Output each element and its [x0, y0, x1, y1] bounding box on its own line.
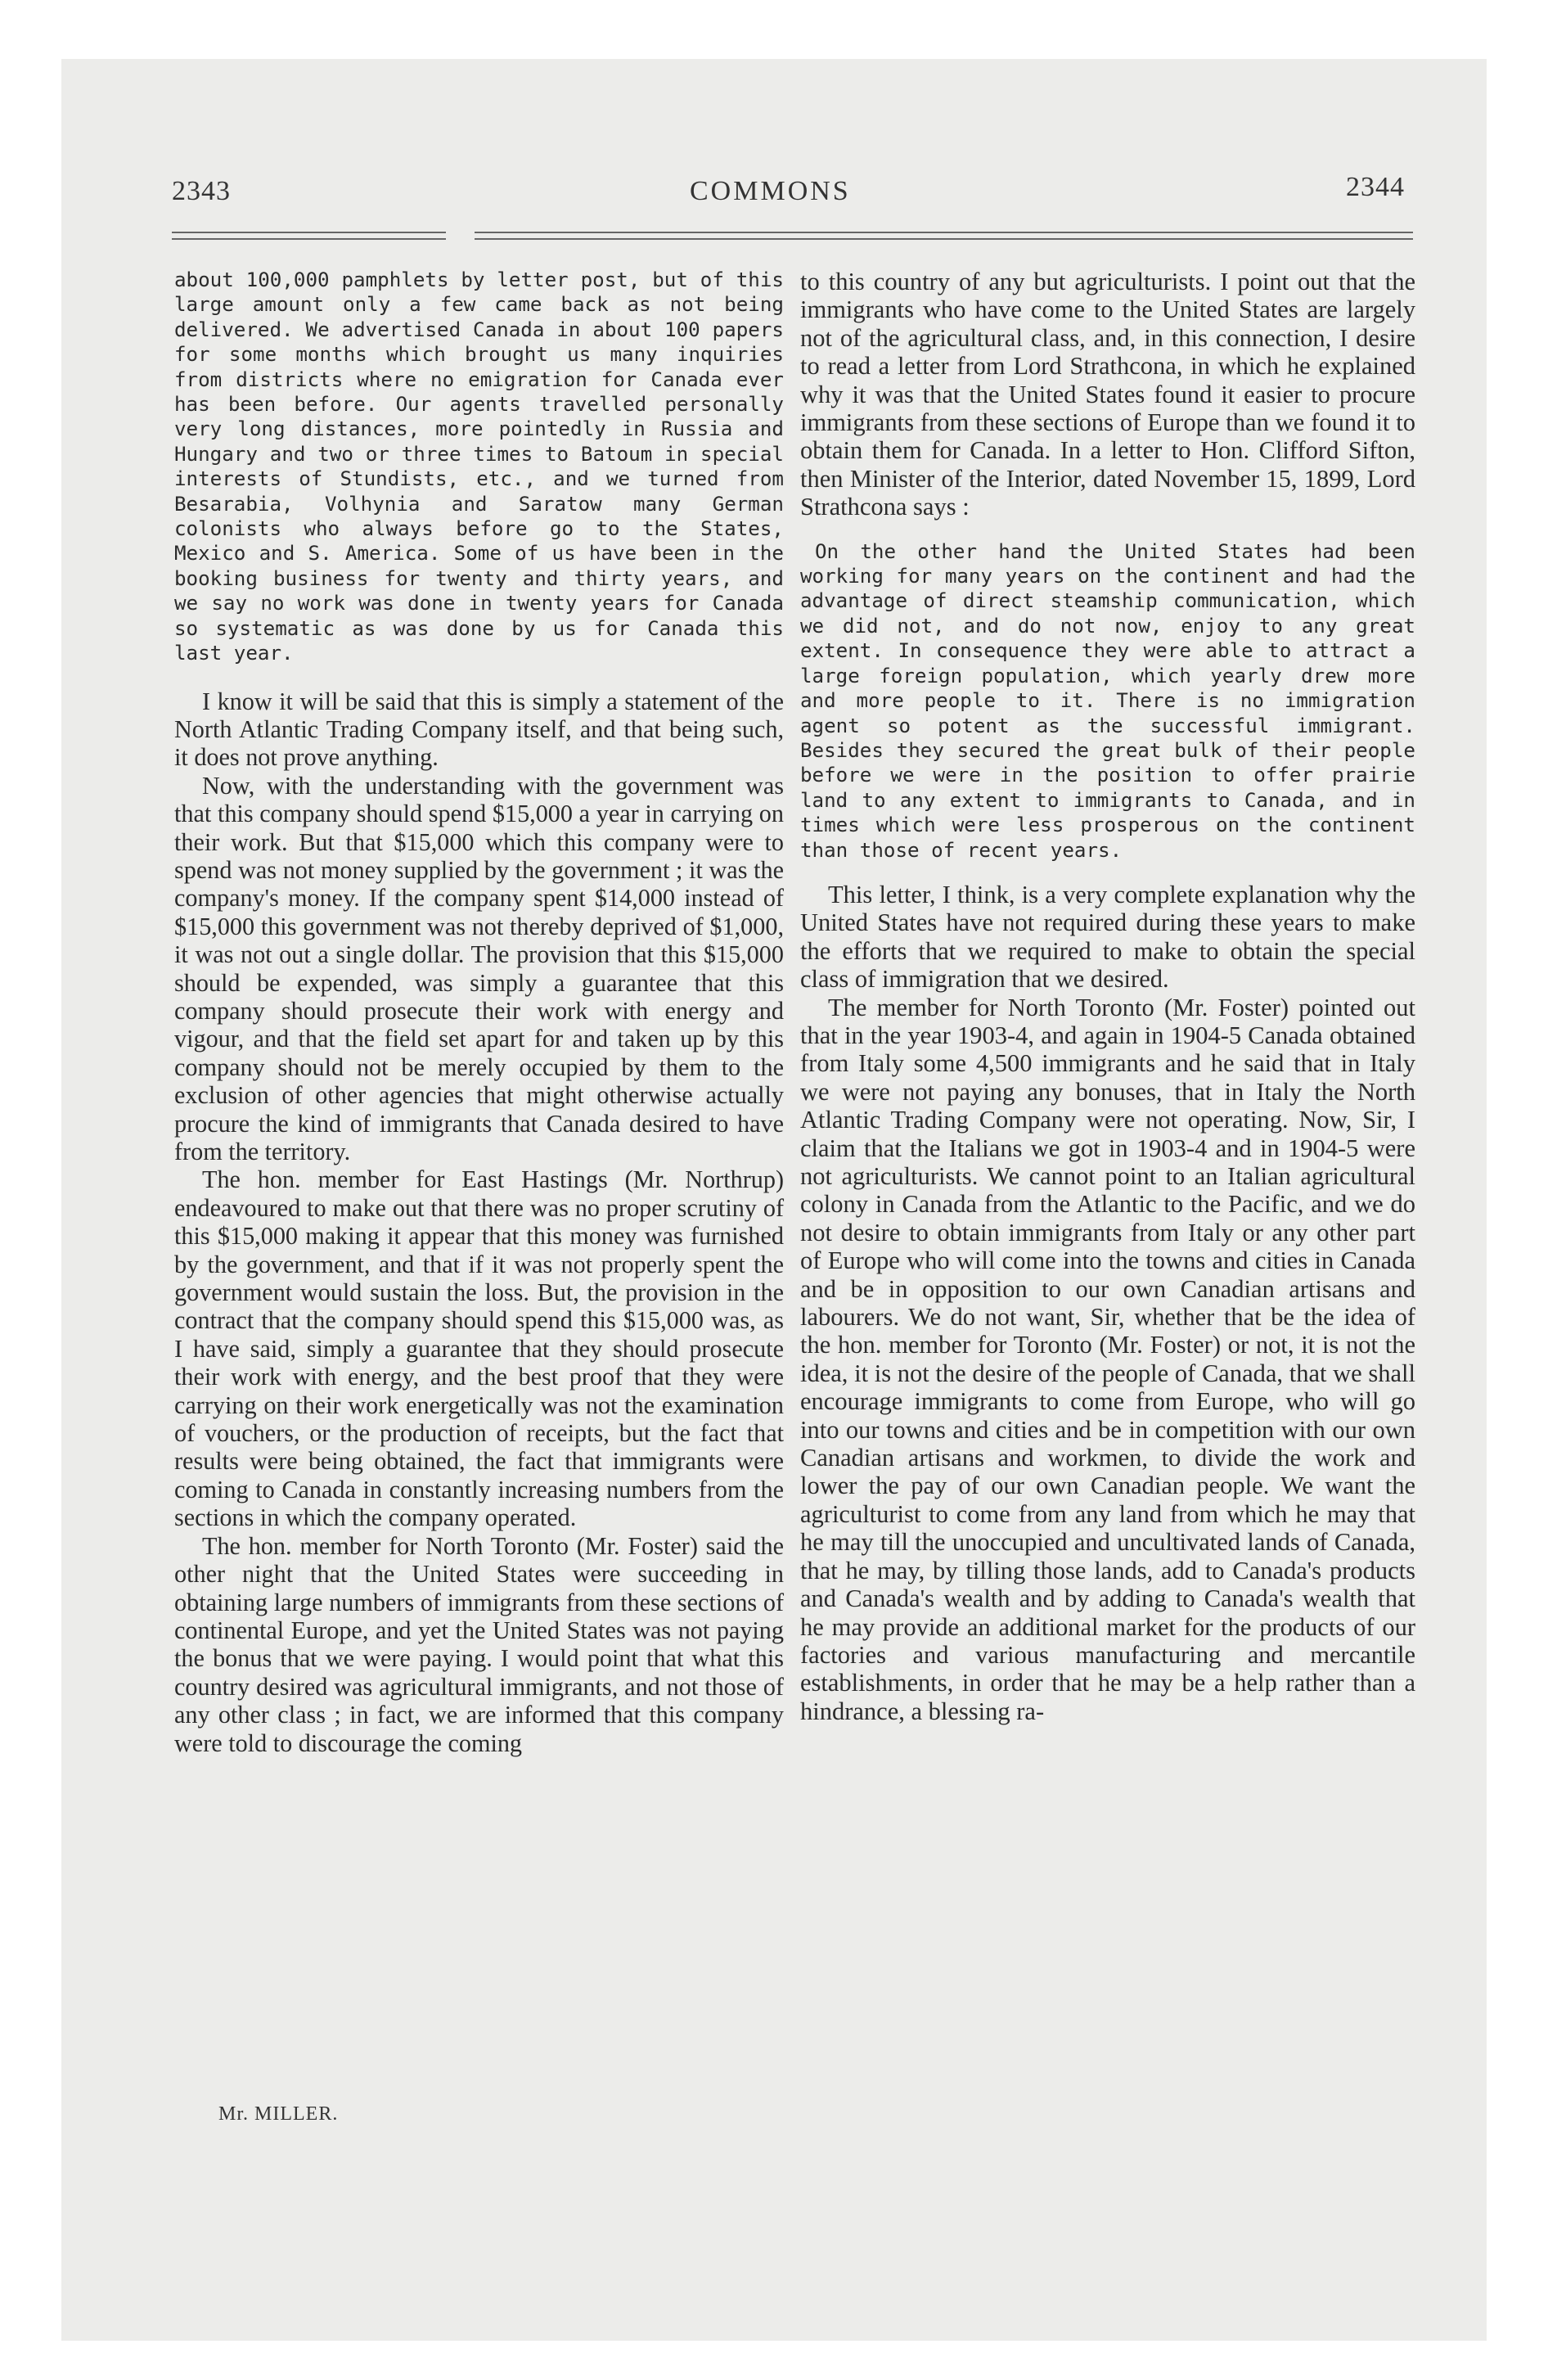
header-rule-right: [475, 232, 1413, 240]
paragraph-continued: to this country of any but agriculturists. I point out that the immigrants who have come to the United States are largely not of the agricultural class, and, in this connection, I desire to read a letter from Lord Strathcona, in which he explained why it was that the United States found it easier to procure immigrants from these sections of Europe than we found it to obtain them for Canada. In a letter to Hon. Clifford Sifton, then Minister of the Interior, dated November 15, 1899, Lord Strathcona says :: [800, 268, 1415, 521]
paragraph: I know it will be said that this is simply a statement of the North Atlantic Trading Company itself, and that being such, it does not prove anything.: [174, 687, 784, 772]
paragraph: Now, with the understanding with the government was that this company should spend $15,000 a year in carrying on their work. But that $15,000 which this company were to spend was not money supplied by the government ; it was the company's money. If the company spent $14,000 instead of $15,000 this government was not thereby deprived of $1,000, it was not out a single dollar. The provision that this $15,000 should be expended, was simply a guarantee that this company should prosecute their work with energy and vigour, and that the field set apart for and taken up by this company should not be merely occupied by them to the exclusion of other agencies that might otherwise actually procure the kind of immigrants that Canada desired to have from the territory.: [174, 771, 784, 1165]
quoted-letter: On the other hand the United States had been working for many years on the continent and had the advantage of direct steamship communication, which we did not, and do not now, enjoy to any great extent. In consequence they were able to attract a large foreign population, which yearly drew more and more people to it. There is no immigration agent so potent as the successful immigrant. Besides they secured the great bulk of their people before we were in the position to offer prairie land to any extent to immigrants to Canada, and in times which were less prosperous on the continent than those of recent years.: [800, 539, 1415, 862]
paragraph: The hon. member for East Hastings (Mr. Northrup) endeavoured to make out that there was no proper scrutiny of this $15,000 making it appear that this money was furnished by the government, and that if it was not properly spent the government would sustain the loss. But, the provision in the contract that the company should spend this $15,000 was, as I have said, simply a guarantee that they should prosecute their work with energy, and the best proof that they were carrying on their work energetically was not the examination of vouchers, or the production of receipts, but the fact that results were being obtained, the fact that immigrants were coming to Canada in constantly increasing numbers from the sections in which the company operated.: [174, 1165, 784, 1532]
left-column: [174, 268, 784, 1757]
paragraph: The hon. member for North Toronto (Mr. Foster) said the other night that the United States were succeeding in obtaining large numbers of immigrants from these sections of continental Europe, and yet the United States was not paying the bonus that we were paying. I would point that what this country desired was agricultural immigrants, and not those of any other class ; in fact, we are informed that this company were told to discourage the coming: [174, 1531, 784, 1757]
running-title: COMMONS: [690, 176, 851, 206]
header-rule-left: [172, 232, 446, 240]
paragraph: This letter, I think, is a very complete explanation why the United States have not required during these years to make the efforts that we required to make to obtain the special class of immigration that we desired.: [800, 880, 1415, 994]
page-number-right: 2344: [1346, 172, 1405, 202]
speaker-footer: Mr. MILLER.: [218, 2103, 339, 2125]
page-number-left: 2343: [172, 176, 231, 206]
paragraph: The member for North Toronto (Mr. Foster) pointed out that in the year 1903-4, and again in 1904-5 Canada obtained from Italy some 4,500 immigrants and he said that in Italy we were not paying any bonuses, that in Italy the North Atlantic Trading Company were not operating. Now, Sir, I claim that the Italians we got in 1903-4 and in 1904-5 were not agriculturists. We cannot point to an Italian agricultural colony in Canada from the Atlantic to the Pacific, and we do not desire to obtain immigrants from Italy or any other part of Europe who will come into the towns and cities in Canada and be in opposition to our own Canadian artisans and labourers. We do not want, Sir, whether that be the idea of the hon. member for Toronto (Mr. Foster) or not, it is not the idea, it is not the desire of the people of Canada, that we shall encourage immigrants to come from Europe, who will go into our towns and cities and be in competition with our own Canadian artisans and workmen, to divide the work and lower the pay of our own Canadian people. We want the agriculturist to come from any land from which he may that he may till the unoccupied and uncultivated lands of Canada, that he may, by tilling those lands, add to Canada's products and Canada's wealth and by adding to Canada's wealth that he may provide an additional market for the products of our factories and various manufacturing and mercantile establishments, in order that he may be a help rather than a hindrance, a blessing ra-: [800, 993, 1415, 1725]
right-column: [800, 268, 1415, 1725]
quoted-letter-end: about 100,000 pamphlets by letter post, but of this large amount only a few came back as not being delivered. We advertised Canada in about 100 papers for some months which brought us many inquiries from districts where no emigration for Canada ever has been before. Our agents travelled personally very long distances, more pointedly in Russia and Hungary and two or three times to Batoum in special interests of Stundists, etc., and we turned from Besarabia, Volhynia and Saratow many German colonists who always before go to the States, Mexico and S. America. Some of us have been in the booking business for twenty and thirty years, and we say no work was done in twenty years for Canada so systematic as was done by us for Canada this last year.: [174, 268, 784, 665]
